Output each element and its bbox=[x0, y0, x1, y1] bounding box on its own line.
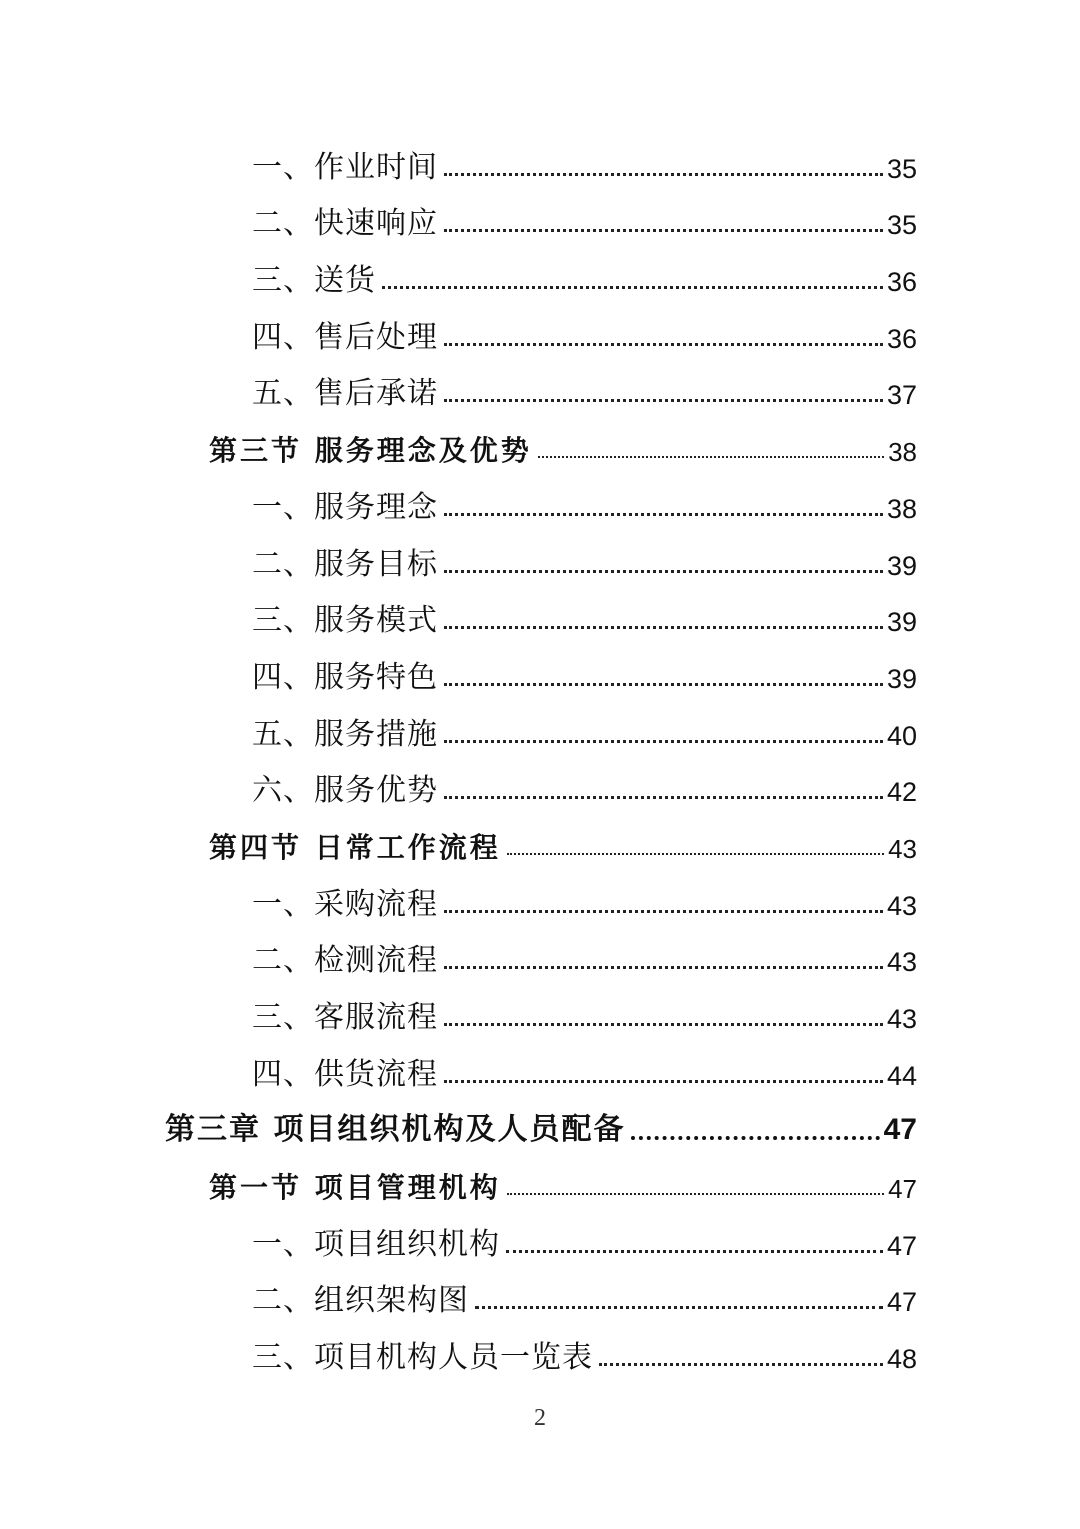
toc-subsection-entry[interactable] bbox=[0, 471, 1080, 528]
dot-leader bbox=[444, 513, 883, 516]
dot-leader bbox=[506, 1250, 883, 1253]
toc-entry-title: 一、作业时间 bbox=[252, 149, 438, 185]
dot-leader bbox=[444, 229, 883, 232]
dot-leader bbox=[444, 343, 883, 346]
toc-section-entry[interactable] bbox=[0, 1151, 1080, 1208]
toc-entry-title: 四、售后处理 bbox=[252, 319, 438, 355]
toc-entry-page: 40 bbox=[886, 720, 917, 751]
toc-entry-title: 四、服务特色 bbox=[252, 659, 438, 695]
toc-section-entry[interactable] bbox=[0, 414, 1080, 471]
toc-subsection-entry[interactable] bbox=[0, 1265, 1080, 1322]
toc-subsection-entry[interactable] bbox=[0, 755, 1080, 812]
toc-entry-title: 四、供货流程 bbox=[252, 1056, 438, 1092]
toc-entry-page: 42 bbox=[886, 777, 917, 808]
dot-leader bbox=[444, 683, 883, 686]
dot-leader bbox=[538, 456, 884, 458]
toc-chapter-entry[interactable] bbox=[0, 1095, 1080, 1152]
toc-entry-page: 36 bbox=[886, 323, 917, 354]
toc-entry-page: 35 bbox=[886, 153, 917, 184]
toc-subsection-entry[interactable] bbox=[0, 585, 1080, 642]
toc-entry-page: 43 bbox=[886, 947, 917, 978]
toc-entry-title: 第一节 项目管理机构 bbox=[209, 1171, 501, 1205]
toc-subsection-entry[interactable] bbox=[0, 528, 1080, 585]
toc-entry-title: 三、客服流程 bbox=[252, 1000, 438, 1035]
toc-subsection-entry[interactable] bbox=[0, 1321, 1080, 1378]
toc-entry-page: 48 bbox=[886, 1344, 917, 1375]
toc-subsection-entry[interactable] bbox=[0, 1208, 1080, 1265]
toc-entry-page: 38 bbox=[888, 437, 917, 468]
toc-entry-title: 一、项目组织机构 bbox=[252, 1226, 500, 1262]
dot-leader bbox=[444, 173, 883, 176]
dot-leader bbox=[444, 1023, 883, 1026]
toc-subsection-entry[interactable] bbox=[0, 188, 1080, 245]
toc-entry-title: 六、服务优势 bbox=[252, 773, 438, 809]
toc-entry-page: 47 bbox=[888, 1174, 917, 1205]
dot-leader bbox=[444, 399, 883, 402]
toc-subsection-entry[interactable] bbox=[0, 641, 1080, 698]
dot-leader bbox=[631, 1136, 879, 1140]
toc-entry-page: 43 bbox=[886, 890, 917, 921]
toc-entry-title: 第三章 项目组织机构及人员配备 bbox=[165, 1112, 626, 1148]
toc-entry-page: 43 bbox=[886, 1004, 917, 1034]
dot-leader bbox=[444, 570, 883, 573]
toc-entry-page: 35 bbox=[886, 210, 917, 241]
toc-subsection-entry[interactable] bbox=[0, 131, 1080, 188]
dot-leader bbox=[382, 286, 883, 289]
toc-section-entry[interactable] bbox=[0, 811, 1080, 868]
toc-entry-title: 二、服务目标 bbox=[252, 546, 438, 582]
toc-entry-title: 三、服务模式 bbox=[252, 603, 438, 639]
toc-entry-title: 一、服务理念 bbox=[252, 489, 438, 525]
toc-entry-title: 五、售后承诺 bbox=[252, 376, 438, 412]
toc-entry-page: 47 bbox=[886, 1287, 917, 1318]
toc-subsection-entry[interactable] bbox=[0, 301, 1080, 358]
dot-leader bbox=[475, 1306, 883, 1309]
toc-entry-title: 二、组织架构图 bbox=[252, 1283, 469, 1319]
toc-entry-page: 47 bbox=[886, 1230, 917, 1261]
toc-subsection-entry[interactable] bbox=[0, 981, 1080, 1038]
dot-leader bbox=[444, 910, 883, 913]
toc-entry-page: 37 bbox=[886, 380, 917, 411]
toc-entry-title: 三、送货 bbox=[252, 263, 376, 299]
toc-entry-title: 一、采购流程 bbox=[252, 886, 438, 922]
page-number: 2 bbox=[534, 1405, 546, 1431]
toc-entry-page: 47 bbox=[883, 1113, 917, 1147]
toc-subsection-entry[interactable] bbox=[0, 868, 1080, 925]
toc-entry-page: 44 bbox=[886, 1060, 917, 1091]
toc-entry-page: 36 bbox=[886, 267, 917, 298]
toc-subsection-entry[interactable] bbox=[0, 244, 1080, 301]
toc-entry-page: 39 bbox=[886, 550, 917, 581]
toc-entry-title: 第三节 服务理念及优势 bbox=[209, 434, 532, 468]
toc-subsection-entry[interactable] bbox=[0, 1038, 1080, 1095]
toc-subsection-entry[interactable] bbox=[0, 925, 1080, 982]
dot-leader bbox=[444, 796, 883, 799]
toc-entry-page: 43 bbox=[888, 833, 917, 864]
toc-entry-page: 39 bbox=[886, 663, 917, 694]
toc-entry-title: 二、检测流程 bbox=[252, 943, 438, 979]
dot-leader bbox=[599, 1363, 883, 1366]
dot-leader bbox=[444, 626, 883, 629]
dot-leader bbox=[444, 1080, 883, 1083]
toc-entry-page: 39 bbox=[886, 607, 917, 638]
dot-leader bbox=[444, 966, 883, 969]
toc-entry-title: 五、服务措施 bbox=[252, 716, 438, 752]
toc-subsection-entry[interactable] bbox=[0, 358, 1080, 415]
toc-entry-title: 二、快速响应 bbox=[252, 206, 438, 242]
table-of-contents bbox=[0, 131, 1080, 1378]
toc-subsection-entry[interactable] bbox=[0, 698, 1080, 755]
dot-leader bbox=[444, 740, 883, 743]
toc-entry-title: 第四节 日常工作流程 bbox=[209, 830, 501, 864]
dot-leader bbox=[507, 1193, 884, 1195]
toc-entry-page: 38 bbox=[886, 493, 917, 524]
toc-entry-title: 三、项目机构人员一览表 bbox=[252, 1340, 593, 1376]
dot-leader bbox=[507, 853, 884, 855]
